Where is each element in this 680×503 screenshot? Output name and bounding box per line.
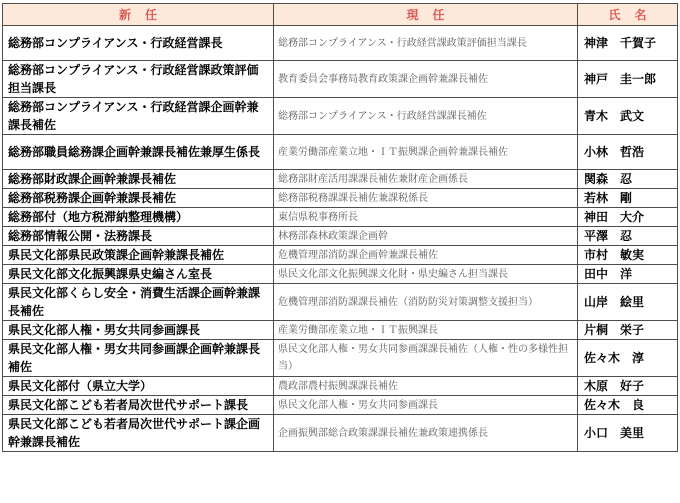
new-position-cell: 県民文化部県民政策課企画幹兼課長補佐 [3,246,274,265]
table-row [3,26,678,61]
name-cell: 佐々木 良 [578,396,678,415]
current-position-cell: 危機管理部消防課課長補佐（消防防災対策調整支援担当） [274,284,578,321]
table-row [3,415,678,452]
new-position-cell: 県民文化部文化振興課県史編さん室長 [3,265,274,284]
name-cell: 片桐 栄子 [578,321,678,340]
header-name: 氏名 [578,4,678,26]
current-position-cell: 総務部コンプライアンス・行政経営課課長補佐 [274,98,578,135]
header-current-position: 現任 [274,4,578,26]
current-position-cell: 総務部財産活用課課長補佐兼財産企画係長 [274,170,578,189]
new-position-cell: 県民文化部付（県立大学） [3,377,274,396]
new-position-cell: 県民文化部こども若者局次世代サポート課長 [3,396,274,415]
new-position-cell: 総務部コンプライアンス・行政経営課長 [3,26,274,61]
name-cell: 神津 千賀子 [578,26,678,61]
name-cell: 山岸 絵里 [578,284,678,321]
new-position-cell: 県民文化部こども若者局次世代サポート課企画幹兼課長補佐 [3,415,274,452]
name-cell: 神田 大介 [578,208,678,227]
current-position-cell: 総務部税務課課長補佐兼課税係長 [274,189,578,208]
personnel-table-container [2,3,678,452]
table-row [3,284,678,321]
current-position-cell: 県民文化部人権・男女共同参画課長 [274,396,578,415]
new-position-cell: 総務部職員総務課企画幹兼課長補佐兼厚生係長 [3,135,274,170]
name-cell: 若林 剛 [578,189,678,208]
name-cell: 木原 好子 [578,377,678,396]
name-cell: 佐々木 淳 [578,340,678,377]
name-cell: 関森 忍 [578,170,678,189]
table-row [3,227,678,246]
header-new-position: 新任 [3,4,274,26]
name-cell: 青木 武文 [578,98,678,135]
current-position-cell: 東信県税事務所長 [274,208,578,227]
table-row [3,265,678,284]
current-position-cell: 危機管理部消防課企画幹兼課長補佐 [274,246,578,265]
new-position-cell: 県民文化部くらし安全・消費生活課企画幹兼課長補佐 [3,284,274,321]
new-position-cell: 総務部財政課企画幹兼課長補佐 [3,170,274,189]
table-row [3,189,678,208]
table-row [3,377,678,396]
table-row [3,170,678,189]
new-position-cell: 総務部情報公開・法務課長 [3,227,274,246]
new-position-cell: 県民文化部人権・男女共同参画課企画幹兼課長補佐 [3,340,274,377]
table-row [3,135,678,170]
table-row [3,61,678,98]
current-position-cell: 農政部農村振興課課長補佐 [274,377,578,396]
name-cell: 小林 哲浩 [578,135,678,170]
table-row [3,396,678,415]
new-position-cell: 総務部税務課企画幹兼課長補佐 [3,189,274,208]
new-position-cell: 総務部コンプライアンス・行政経営課企画幹兼課長補佐 [3,98,274,135]
new-position-cell: 県民文化部人権・男女共同参画課長 [3,321,274,340]
table-row [3,246,678,265]
header-row [3,4,678,26]
table-row [3,208,678,227]
name-cell: 平澤 忍 [578,227,678,246]
new-position-cell: 総務部コンプライアンス・行政経営課政策評価担当課長 [3,61,274,98]
current-position-cell: 企画振興部総合政策課課長補佐兼政策連携係長 [274,415,578,452]
name-cell: 田中 洋 [578,265,678,284]
table-row [3,321,678,340]
current-position-cell: 県民文化部人権・男女共同参画課課長補佐（人権・性の多様性担当） [274,340,578,377]
current-position-cell: 林務部森林政策課企画幹 [274,227,578,246]
current-position-cell: 県民文化部文化振興課文化財・県史編さん担当課長 [274,265,578,284]
personnel-table [2,3,678,452]
new-position-cell: 総務部付（地方税滞納整理機構） [3,208,274,227]
table-row [3,98,678,135]
current-position-cell: 教育委員会事務局教育政策課企画幹兼課長補佐 [274,61,578,98]
table-row [3,340,678,377]
current-position-cell: 産業労働部産業立地・ＩＴ振興課長 [274,321,578,340]
name-cell: 神戸 圭一郎 [578,61,678,98]
name-cell: 市村 敏実 [578,246,678,265]
current-position-cell: 産業労働部産業立地・ＩＴ振興課企画幹兼課長補佐 [274,135,578,170]
current-position-cell: 総務部コンプライアンス・行政経営課政策評価担当課長 [274,26,578,61]
name-cell: 小口 美里 [578,415,678,452]
